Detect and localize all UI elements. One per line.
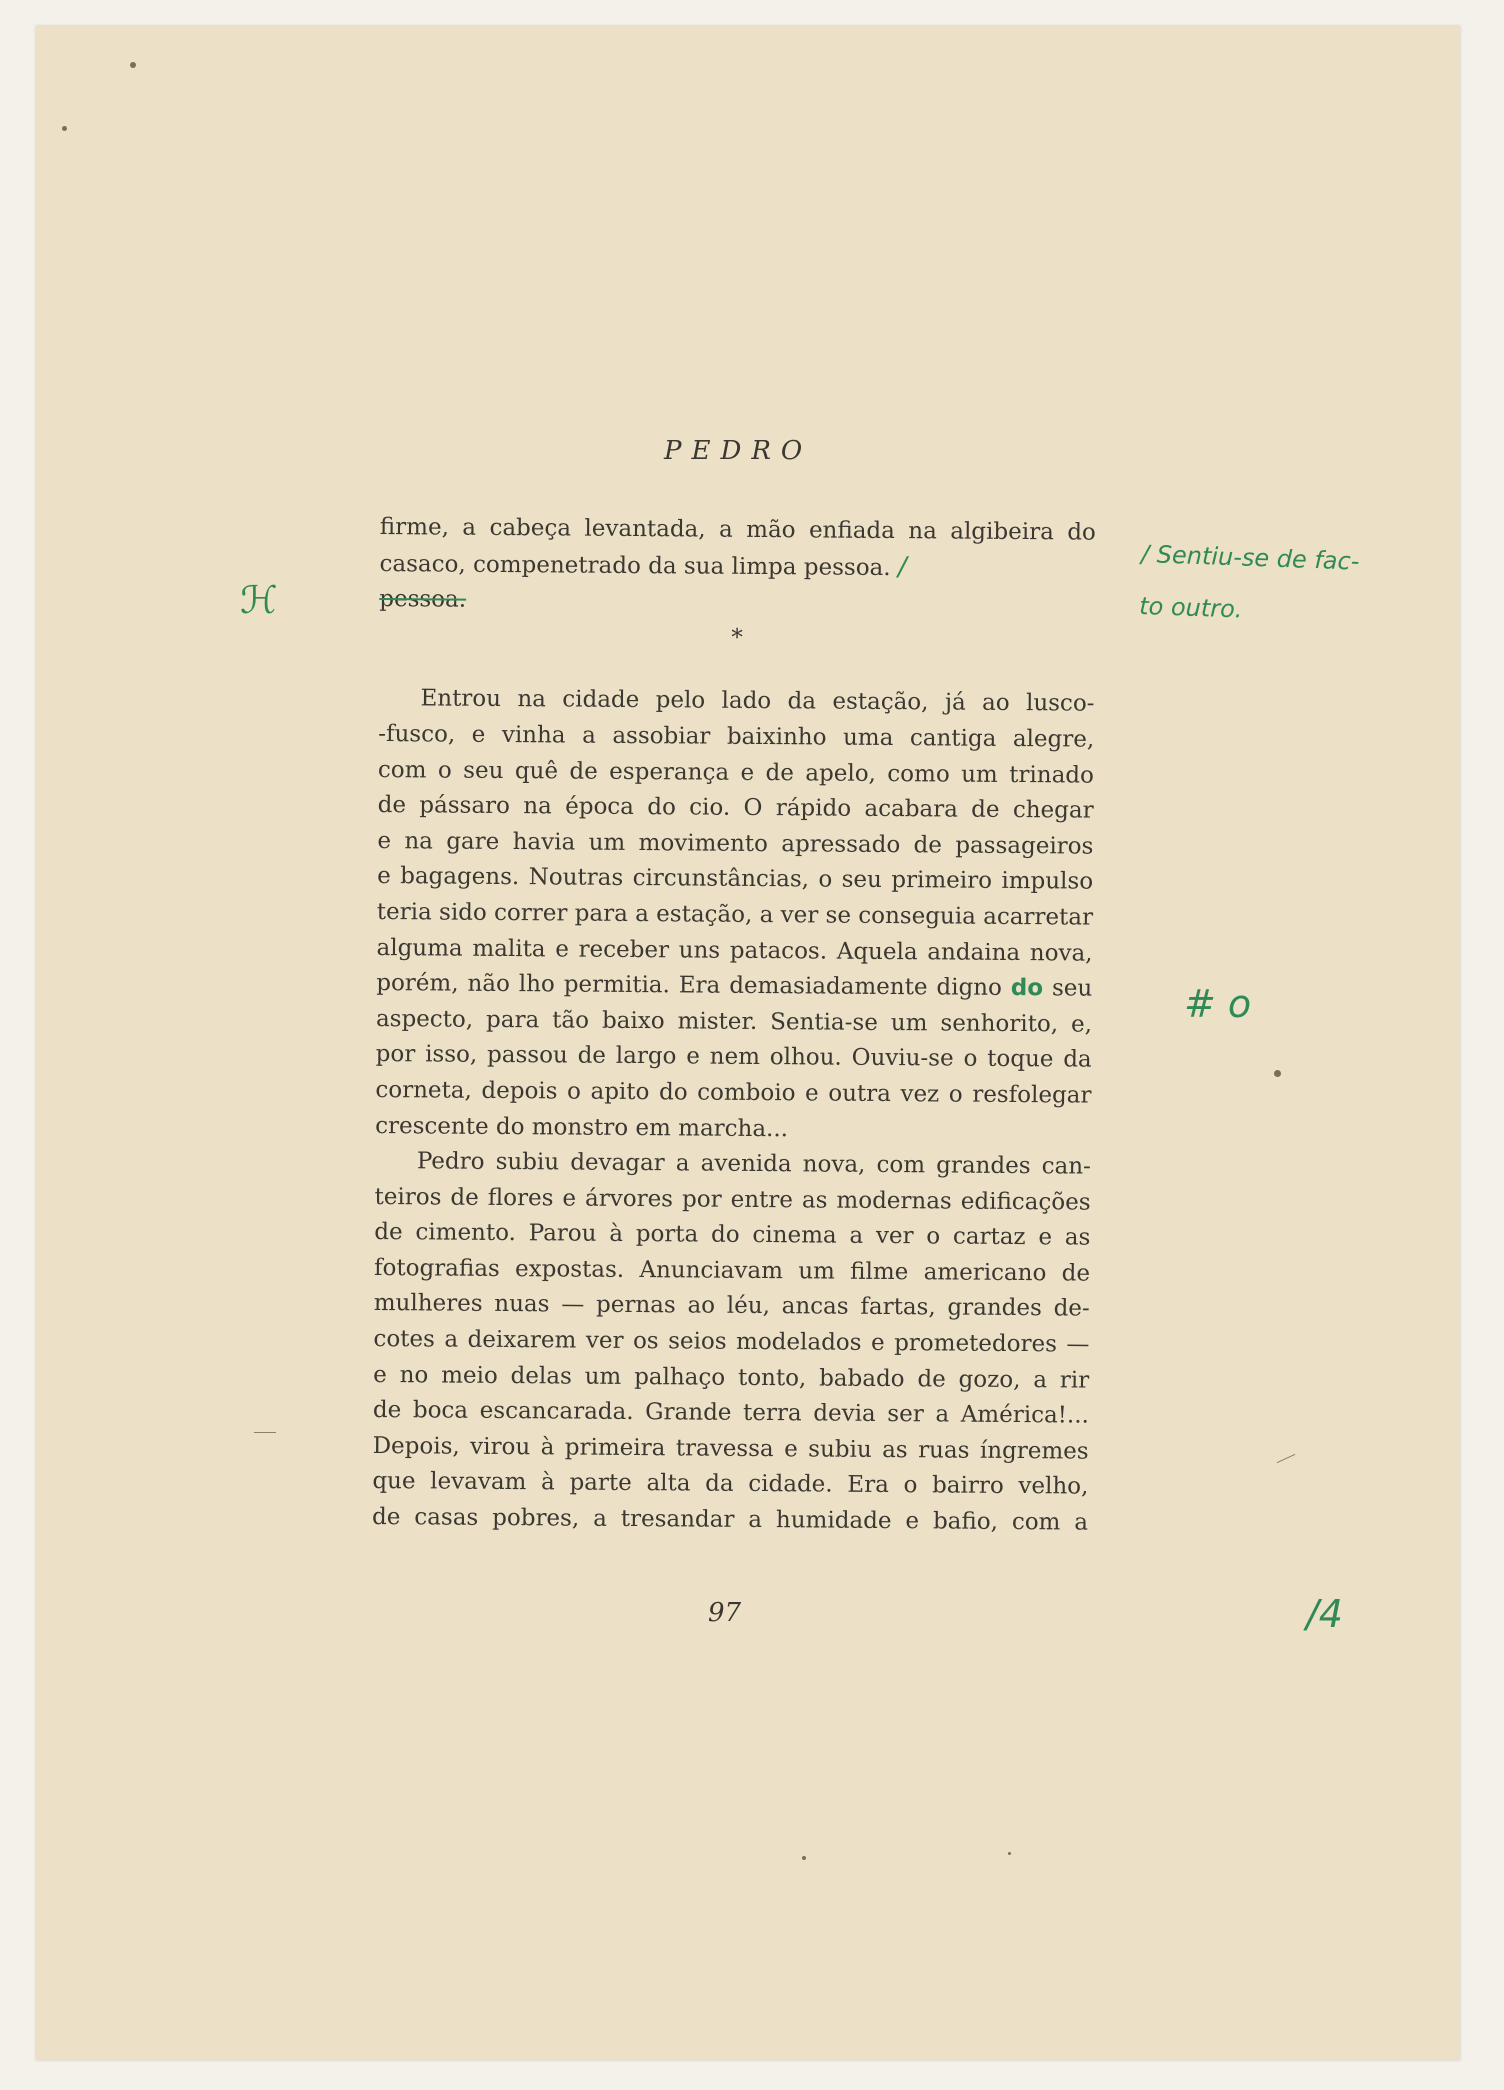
text-line: fotografias expostas. Anunciavam um filme americano de: [373, 1254, 1091, 1287]
paper-mark: [1277, 1454, 1296, 1463]
text-line: e na gare havia um movimento apressado de passageiros: [377, 827, 1094, 860]
text-line: [376, 966, 1092, 1007]
text-run: porém, não lho permitia. Era demasiadamente digno: [376, 970, 1002, 1002]
text-run: casaco, compenetrado da sua limpa pessoa.: [379, 550, 891, 581]
margin-note-left: ℋ: [240, 578, 278, 622]
text-line: Depois, virou à primeira travessa e subiu as ruas íngremes: [372, 1432, 1089, 1465]
text-line: [379, 546, 1095, 588]
text-line: de boca escancarada. Grande terra devia ser a América!...: [372, 1397, 1090, 1429]
paper-speck: [1008, 1852, 1011, 1855]
text-run: seu: [1051, 975, 1093, 1002]
text-line: teria sido correr para a estação, a ver se conseguia acarretar: [376, 898, 1094, 931]
text-line: corneta, depois o apito do comboio e outra vez o resfolegar: [375, 1076, 1092, 1109]
text-line: alguma malita e receber uns patacos. Aquela andaina nova,: [376, 934, 1093, 967]
text-line: de casas pobres, a tresandar a humidade e bafio, com a: [371, 1504, 1089, 1536]
text-line: aspecto, para tão baixo mister. Sentia-se um senhorito, e,: [375, 1005, 1093, 1038]
text-line: firme, a cabeça levantada, a mão enfiada na algibeira do: [379, 513, 1096, 546]
sheet-number: /4: [1306, 1592, 1343, 1636]
page-number: 97: [708, 1598, 742, 1628]
text-line: cotes a deixarem ver os seios modelados e prometedores —: [373, 1326, 1090, 1358]
paper-speck: [130, 62, 136, 68]
margin-note-proof-mark: # o: [1184, 982, 1252, 1026]
text-line: Entrou na cidade pelo lado da estação, já ao lusco-: [420, 685, 1095, 717]
paper-speck: [1274, 1070, 1281, 1077]
text-line: teiros de flores e árvores por entre as modernas edificações: [374, 1183, 1091, 1216]
text-line: crescente do monstro em marcha...: [375, 1112, 789, 1142]
text-line: [379, 582, 1095, 623]
paper-speck: [62, 126, 67, 131]
text-line: com o seu quê de esperança e de apelo, como um trinado: [377, 756, 1095, 789]
text-line: mulheres nuas — pernas ao léu, ancas fartas, grandes de-: [373, 1290, 1090, 1323]
section-break: *: [731, 624, 743, 651]
margin-note-line: / Sentiu-se de fac-: [1140, 539, 1360, 576]
text-line: que levavam à parte alta da cidade. Era o bairro velho,: [372, 1468, 1089, 1501]
correction-mark: /: [897, 551, 907, 582]
text-line: de cimento. Parou à porta do cinema a ver o cartaz e as: [374, 1219, 1091, 1251]
running-head: PEDRO: [664, 436, 813, 466]
inline-correction: do: [1010, 975, 1044, 1002]
margin-note-insertion: [1138, 528, 1360, 640]
body-text: [372, 510, 1096, 1541]
paper-speck: [802, 1856, 806, 1860]
text-line: e no meio delas um palhaço tonto, babado de gozo, a rir: [373, 1361, 1090, 1394]
text-line: -fusco, e vinha a assobiar baixinho uma cantiga alegre,: [378, 720, 1095, 753]
margin-note-line: to outro.: [1138, 591, 1243, 624]
text-line: e bagagens. Noutras circunstâncias, o seu primeiro impulso: [377, 863, 1094, 895]
struck-text: pessoa.: [379, 586, 467, 613]
text-line: de pássaro na época do cio. O rápido acabara de chegar: [377, 792, 1094, 824]
text-line: por isso, passou de largo e nem olhou. Ouviu-se o toque da: [375, 1041, 1092, 1073]
paper-mark: [254, 1432, 276, 1433]
text-line: Pedro subiu devagar a avenida nova, com grandes can-: [416, 1148, 1091, 1180]
